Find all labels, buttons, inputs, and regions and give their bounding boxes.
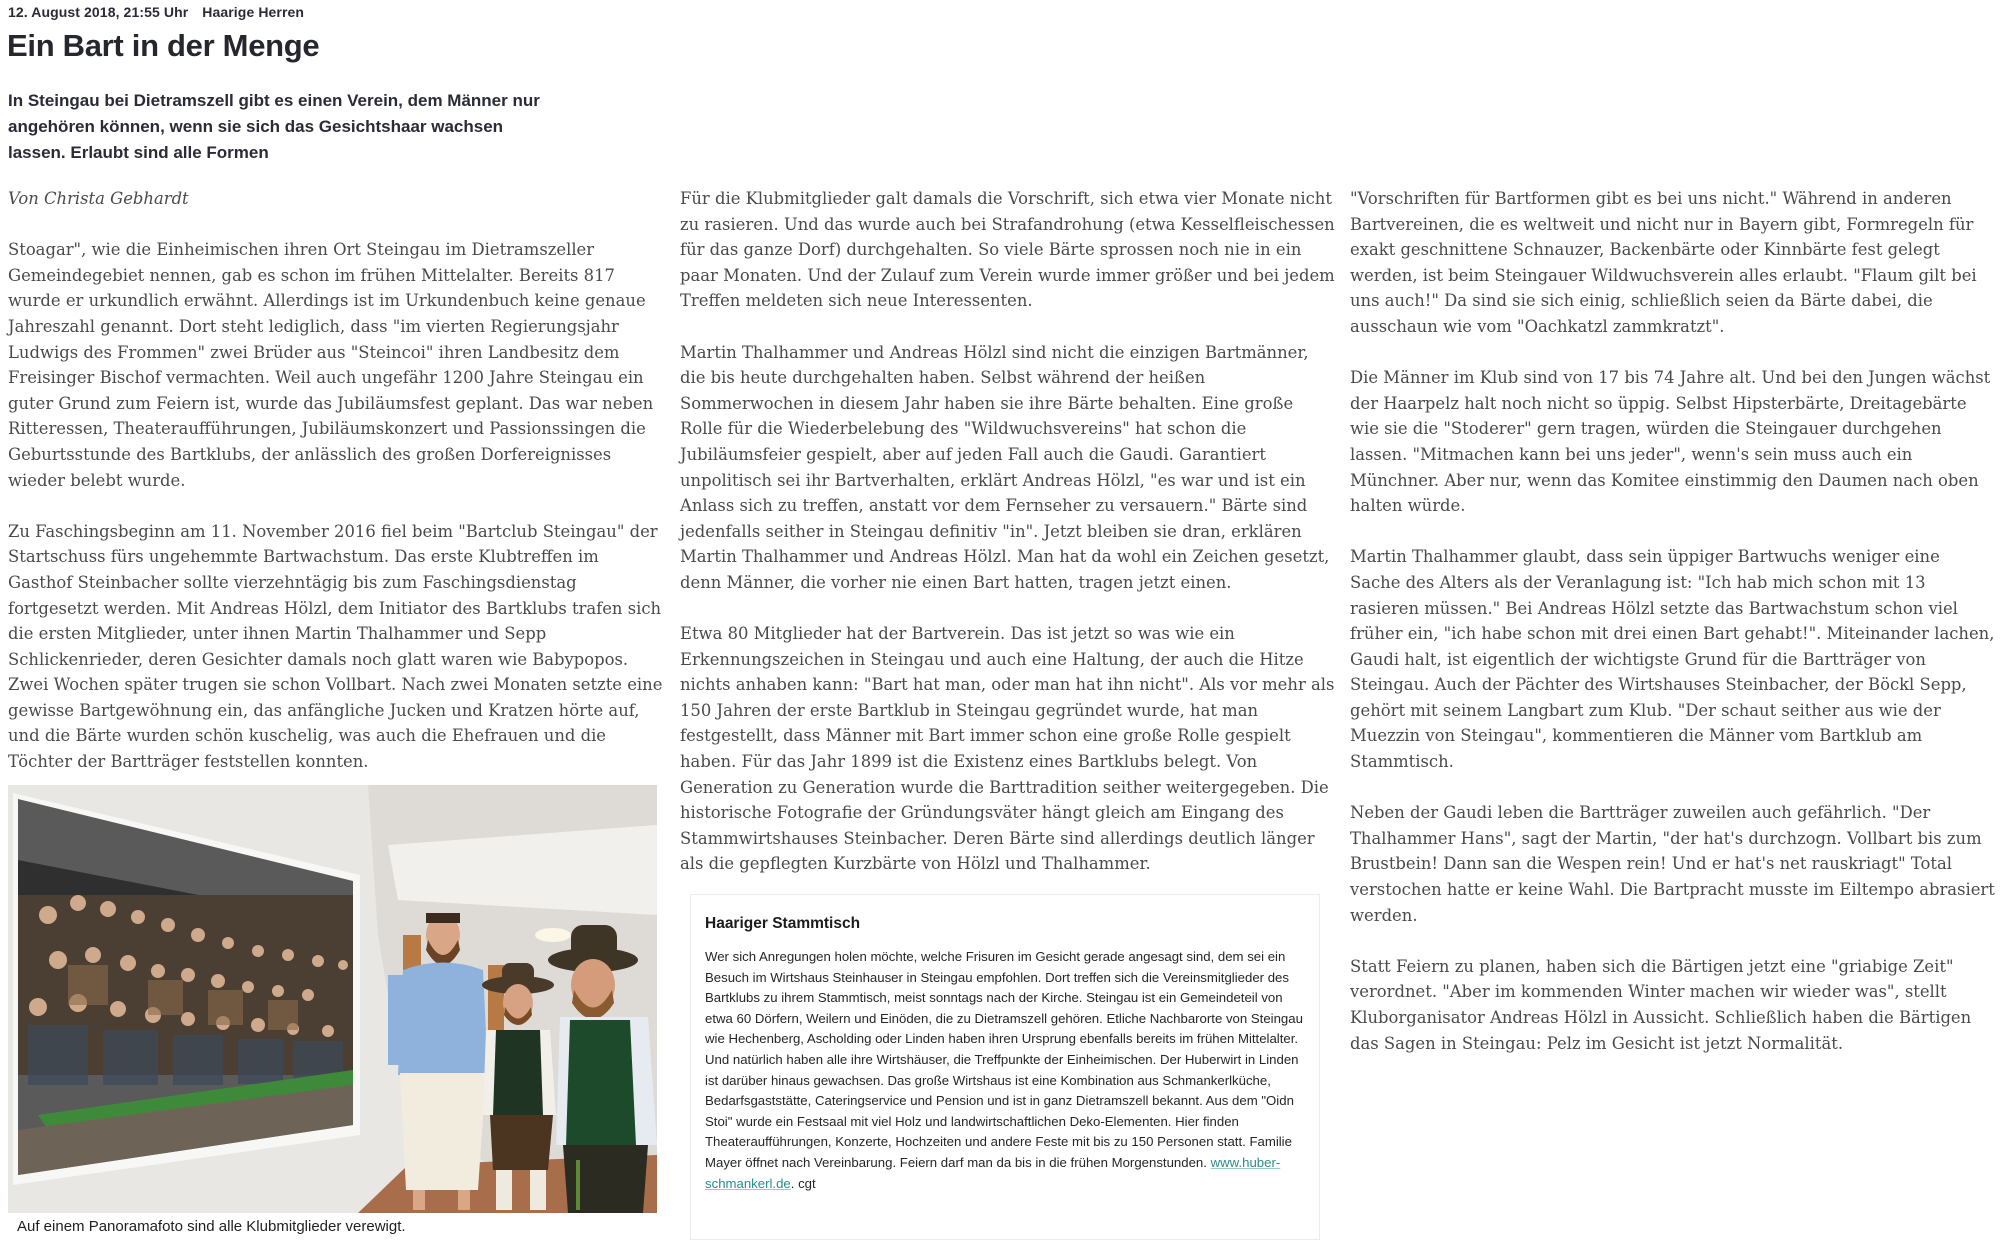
paragraph: Martin Thalhammer glaubt, dass sein üppiger Bartwuchs weniger eine Sache des Alters als der Veranlagung ist: "Ich hab mich schon mit 13 rasieren müssen." Bei Andreas Hölzl setzte das Bartwachstum schon viel früher ein, "ich habe schon mit drei einen Bart gehabt!". Miteinander lachen, Gaudi halt, ist eigentlich der wichtigste Grund für die Bartträger von Steingau. Auch der Pächter des Wirtshauses Steinbacher, der Böckl Sepp, gehört mit seinem Langbart zum Klub. "Der schaut seither aus wie der Muezzin von Steingau", kommentieren die Männer vom Bartklub am Stammtisch. bbox=[1350, 547, 1995, 772]
article-column-left bbox=[8, 186, 663, 800]
paragraph: Für die Klubmitglieder galt damals die Vorschrift, sich etwa vier Monate nicht zu rasieren. Und das wurde auch bei Strafandrohung (etwa Kesselfleischessen für das ganze Dorf) durchgehalten. So viele Bärte sprossen noch nie in ein paar Monaten. Und der Zulauf zum Verein wurde immer größer und bei jedem Treffen meldeten sich neue Interessenten. bbox=[680, 189, 1335, 311]
paragraph: "Vorschriften für Bartformen gibt es bei uns nicht." Während in anderen Bartvereinen, die es weltweit und nicht nur in Bayern gibt, Formregeln für exakt geschnittene Schnauzer, Backenbärte oder Kinnbärte fest gelegt werden, ist beim Steingauer Wildwuchsverein alles erlaubt. "Flaum gilt bei uns auch!" Da sind sie sich einig, schließlich seien da Bärte dabei, die ausschaun wie vom "Oachkatzl zammkratzt". bbox=[1350, 189, 1977, 336]
paragraph: Martin Thalhammer und Andreas Hölzl sind nicht die einzigen Bartmänner, die bis heute durchgehalten haben. Selbst während der heißen Sommerwochen in diesem Jahr haben sie ihre Bärte behalten. Eine große Rolle für die Wiederbelebung des "Wildwuchsvereins" hat schon die Jubiläumsfeier gespielt, aber auf jeden Fall auch die Gaudi. Garantiert unpolitisch sei ihr Bartverhalten, erklärt Andreas Hölzl, "es war und ist ein Anlass sich zu treffen, anstatt vor dem Fernseher zu versauern." Bärte sind jedenfalls seither in Steingau definitiv "in". Jetzt bleiben sie dran, erklären Martin Thalhammer und Andreas Hölzl. Man hat da wohl ein Zeichen gesetzt, denn Männer, die vorher nie einen Bart hatten, tragen jetzt einen. bbox=[680, 342, 1330, 592]
paragraph: Etwa 80 Mitglieder hat der Bartverein. Das ist jetzt so was wie ein Erkennungszeichen in Steingau und auch eine Haltung, der auch die Hitze nichts anhaben kann: "Bart hat man, oder man hat ihn nicht". Als vor mehr als 150 Jahren der erste Bartklub in Steingau gegründet wurde, hat man festgestellt, dass Männer mit Bart immer schon eine große Rolle gespielt haben. Für das Jahr 1899 ist die Existenz eines Bartklubs belegt. Von Generation zu Generation wurde die Barttradition seither weitergegeben. Die historische Fotografie der Gründungsväter hängt gleich am Eingang des Stammwirtshauses Steinbacher. Deren Bärte sind allerdings deutlich länger als die gepflegten Kurzbärte von Hölzl und Thalhammer. bbox=[680, 624, 1335, 874]
paragraph: Neben der Gaudi leben die Bartträger zuweilen auch gefährlich. "Der Thalhammer Hans", sagt der Martin, "der hat's durchzogn. Vollbart bis zum Brustbein! Dann san die Wespen rein! Und er hat's net rauskriagt" Total verstochen hatte er keine Wahl. Die Bartpracht musste im Eiltempo abrasiert werden. bbox=[1350, 803, 1995, 925]
info-box bbox=[690, 894, 1320, 1240]
byline: Von Christa Gebhardt bbox=[8, 189, 189, 208]
publish-date: 12. August 2018, 21:55 Uhr bbox=[8, 4, 189, 20]
article-column-middle bbox=[680, 186, 1335, 903]
paragraph: Stoagar", wie die Einheimischen ihren Ort Steingau im Dietramszeller Gemeindegebiet nennen, gab es schon im frühen Mittelalter. Bereits 817 wurde er urkundlich erwähnt. Allerdings ist im Urkundenbuch keine genaue Jahreszahl genannt. Dort steht lediglich, dass "im vierten Regierungsjahr Ludwigs des Frommen" zwei Brüder aus "Steincoi" ihren Landbesitz dem Freisinger Bischof vermachten. Weil auch ungefähr 1200 Jahre Steingau ein guter Grund zum Feiern ist, wurde das Jubiläumsfest geplant. Das war neben Ritteressen, Theateraufführungen, Jubiläumskonzert und Passionssingen die Geburtsstunde des Bartklubs, der anlässlich des großen Dorfereignisses wieder belebt wurde. bbox=[8, 240, 654, 490]
article-title: Ein Bart in der Menge bbox=[7, 28, 320, 63]
paragraph: Zu Faschingsbeginn am 11. November 2016 fiel beim "Bartclub Steingau" der Startschuss fürs ungehemmte Bartwachstum. Das erste Klubtreffen im Gasthof Steinbacher sollte vierzehntägig bis zum Faschingsdienstag fortgesetzt werden. Mit Andreas Hölzl, dem Initiator des Bartklubs trafen sich die ersten Mitglieder, unter ihnen Martin Thalhammer und Sepp Schlickenrieder, deren Gesichter damals noch glatt waren wie Babypopos. Zwei Wochen später trugen sie schon Vollbart. Nach zwei Monaten setzte eine gewisse Bartgewöhnung ein, das anfängliche Jucken und Kratzen hörte auf, und die Bärte wurden schön kuschelig, was auch die Ehefrauen und die Töchter der Bartträger feststellen konnten. bbox=[8, 521, 663, 772]
paragraph: Statt Feiern zu planen, haben sich die Bärtigen jetzt eine "griabige Zeit" verordnet. "Aber im kommenden Winter machen wir wieder was", stellt Kluborganisator Andreas Hölzl in Aussicht. Schließlich haben die Bärtigen das Sagen in Steingau: Pelz im Gesicht ist jetzt Normalität. bbox=[1350, 956, 1972, 1053]
info-box-text bbox=[705, 947, 1305, 1194]
article-lead: In Steingau bei Dietramszell gibt es einen Verein, dem Männer nur angehören können, wenn sie sich das Gesichtshaar wachsen lassen. Erlaubt sind alle Formen bbox=[8, 91, 540, 162]
info-box-title: Haariger Stammtisch bbox=[705, 915, 861, 932]
dateline bbox=[8, 4, 304, 20]
paragraph: Die Männer im Klub sind von 17 bis 74 Jahre alt. Und bei den Jungen wächst der Haarpelz halt noch nicht so üppig. Selbst Hipsterbärte, Dreitagebärte wie sie die "Stoderer" gern tragen, würden die Steingauer durchgehen lassen. "Mitmachen kann bei uns jeder", wenn's sein muss auch ein Münchner. Aber nur, wenn das Komitee einstimmig den Daumen nach oben halten würde. bbox=[1350, 368, 1991, 516]
kicker: Haarige Herren bbox=[202, 4, 305, 20]
photo-image bbox=[8, 785, 657, 1213]
photo-caption: Auf einem Panoramafoto sind alle Klubmitglieder verewigt. bbox=[17, 1218, 406, 1235]
website-link[interactable]: www.huber-schmankerl.de bbox=[705, 1154, 1281, 1191]
article-column-right bbox=[1350, 186, 1995, 1082]
article-photo bbox=[8, 785, 657, 1213]
info-box-body: Wer sich Anregungen holen möchte, welche Frisuren im Gesicht gerade angesagt sind, dem sei ein Besuch im Wirtshaus Steinhauser in Steingau empfohlen. Dort treffen sich die Vereinsmitglieder des Bartklubs zu ihrem Stammtisch, meist sonntags nach der Kirche. Steingau ist ein Gemeindeteil von etwa 60 Dörfern, Weilern und Einöden, die zu Dietramszell gehören. Etliche Nachbarorte von Steingau wie Hechenberg, Ascholding oder Linden haben ihren Ursprung ebenfalls bereits im frühen Mittelalter. Und natürlich haben alle ihre Wirtshäuser, die Treffpunkte der Einheimischen. Der Huberwirt in Linden ist darüber hinaus gewachsen. Das große Wirtshaus ist eine Kombination aus Schmankerlküche, Bedarfsgaststätte, Cateringservice und Pension und ist in ganz Dietramszell bekannt. Aus dem "Oidn Stoi" wurde ein Festsaal mit viel Holz und landwirtschaftlichen Deko-Elementen. Hier finden Theateraufführungen, Konzerte, Hochzeiten und andere Feste mit bis zu 150 Personen statt. Familie Mayer öffnet nach Vereinbarung. Feiern darf man da bis in die frühen Morgenstunden. bbox=[705, 949, 1303, 1170]
author-initials: . cgt bbox=[790, 1175, 816, 1191]
